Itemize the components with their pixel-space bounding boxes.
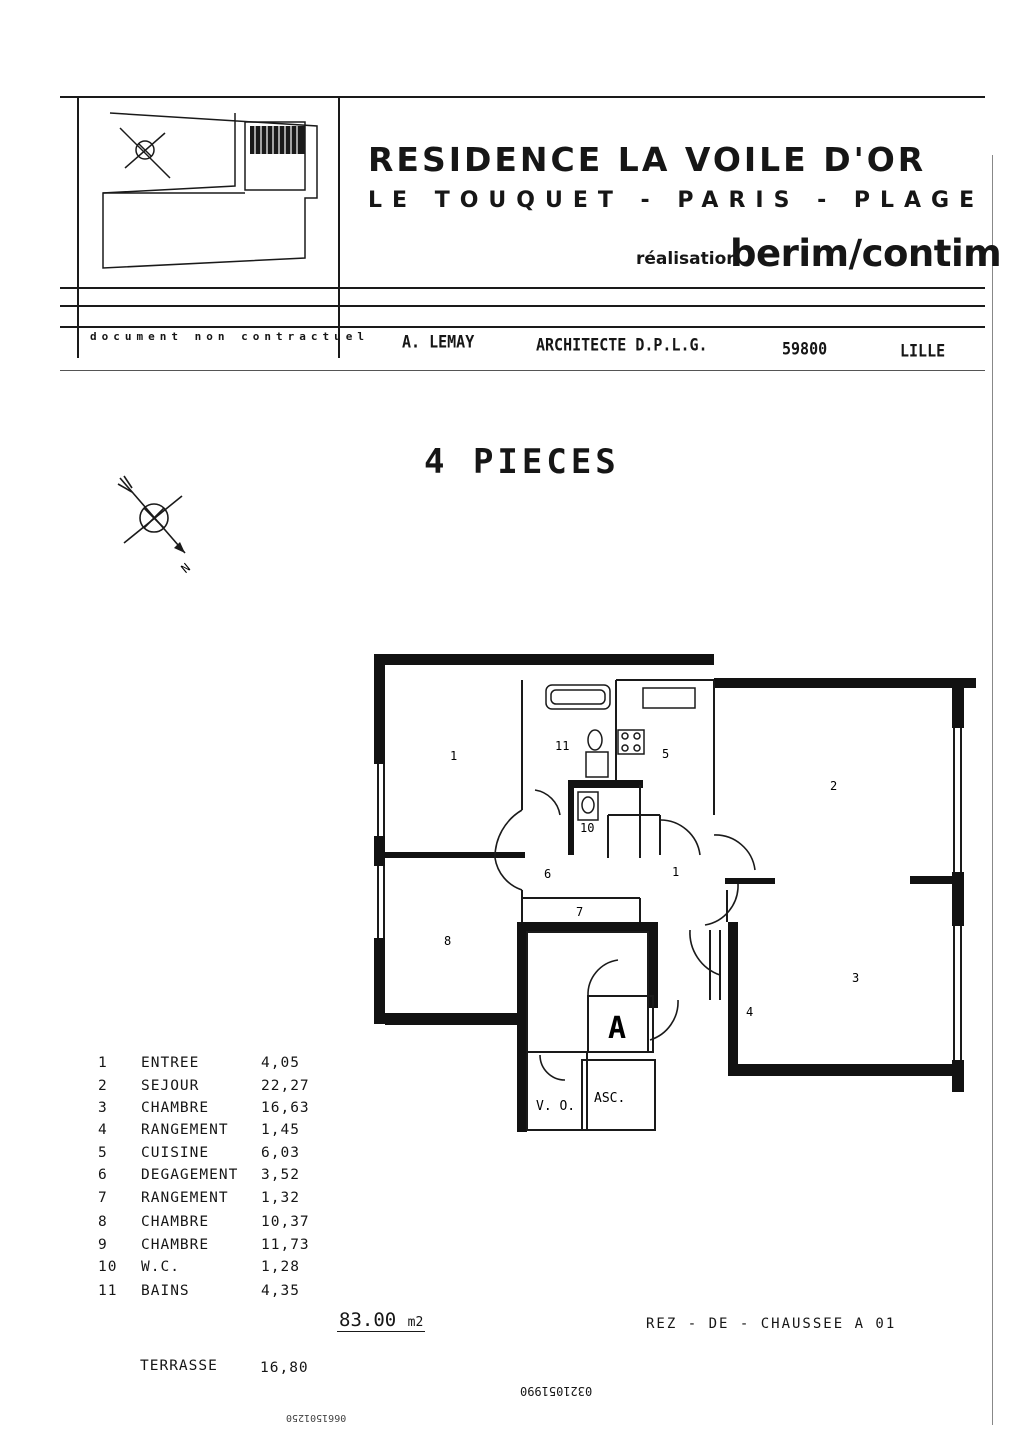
room-label-8: 8 — [444, 934, 452, 948]
compass-label: N — [178, 560, 193, 576]
room-label-10: 10 — [580, 821, 595, 835]
residence-title: RESIDENCE LA VOILE D'OR — [368, 140, 927, 179]
list-item: 8 CHAMBRE 10,37 — [98, 1214, 310, 1230]
site-plan-thumbnail — [95, 108, 330, 278]
total-area-unit: m2 — [407, 1315, 424, 1330]
stair-label: A — [608, 1011, 627, 1046]
list-item: 3 CHAMBRE 16,63 — [98, 1100, 310, 1116]
list-item: 7 RANGEMENT 1,32 — [98, 1190, 300, 1206]
room-label-5: 5 — [662, 747, 670, 761]
list-item: 11 BAINS 4,35 — [98, 1283, 300, 1299]
room-label-11: 11 — [555, 739, 570, 753]
room-label-3: 3 — [852, 971, 860, 985]
city: LILLE — [900, 340, 946, 362]
room-label-2: 2 — [830, 779, 838, 793]
asc-label: ASC. — [594, 1091, 626, 1106]
terrace-label: TERRASSE — [140, 1358, 218, 1374]
postcode: 59800 — [782, 338, 828, 360]
room-label-6: 6 — [544, 867, 552, 881]
total-area-value: 83.00 — [339, 1309, 397, 1331]
architect-name: A. LEMAY — [402, 331, 475, 353]
thin-partitions — [378, 680, 961, 1130]
brand-prefix: réalisation — [636, 249, 739, 269]
room-label-9: 1 — [450, 749, 458, 763]
room-label-4: 4 — [746, 1005, 754, 1019]
document-note: document non contractuel — [90, 330, 369, 343]
floor-label: REZ - DE - CHAUSSEE A 01 — [646, 1316, 897, 1332]
fax-code-left: 0661501250 — [286, 1412, 347, 1423]
list-item: 5 CUISINE 6,03 — [98, 1145, 300, 1161]
vo-label: V. O. — [536, 1099, 576, 1114]
brand-name: berim/contim — [730, 232, 1002, 275]
list-item: 4 RANGEMENT 1,45 — [98, 1122, 300, 1138]
location-title: LE TOUQUET - PARIS - PLAGE — [368, 188, 985, 213]
room-label-1: 1 — [672, 865, 680, 879]
mini-compass-icon — [120, 128, 170, 178]
architect-title: ARCHITECTE D.P.L.G. — [536, 334, 708, 356]
list-item: 10 W.C. 1,28 — [98, 1259, 300, 1275]
list-item: 9 CHAMBRE 11,73 — [98, 1237, 310, 1253]
total-area — [337, 1309, 425, 1332]
terrace-area: 16,80 — [260, 1360, 309, 1376]
room-label-7: 7 — [576, 905, 584, 919]
plan-title: 4 PIECES — [424, 442, 620, 482]
north-arrow-icon — [110, 468, 210, 578]
list-item: 2 SEJOUR 22,27 — [98, 1078, 310, 1094]
fax-code-center: 0321051990 — [520, 1384, 593, 1398]
floor-plan — [360, 640, 990, 1140]
walls — [374, 654, 976, 1132]
list-item: 6 DEGAGEMENT 3,52 — [98, 1167, 300, 1183]
list-item: 1 ENTREE 4,05 — [98, 1055, 300, 1071]
